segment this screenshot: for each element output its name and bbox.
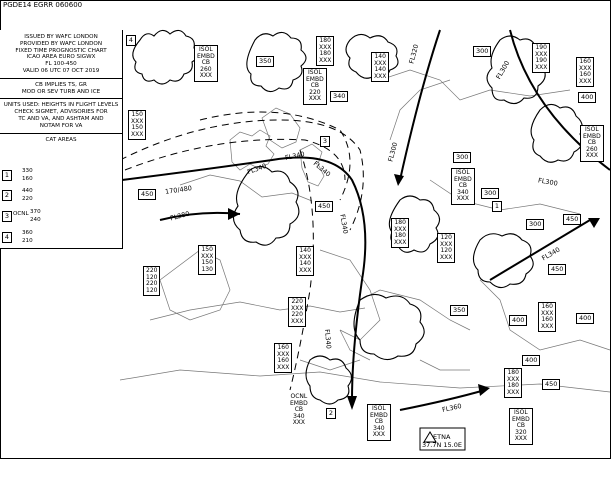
label-line: 220 (146, 280, 158, 288)
jet-level-label: FL320 (407, 43, 421, 65)
label-line: CB (458, 182, 468, 190)
cat-area-top: 370 (30, 209, 41, 215)
label-line: XXX (292, 419, 306, 427)
label-line: 140 (299, 260, 311, 268)
legend-line: ICAO AREA EURO SIGWX (26, 54, 96, 61)
legend-panel (0, 30, 123, 249)
label-line: XXX (319, 43, 332, 51)
cb-area-label (303, 68, 327, 105)
label-line: ISOL (199, 46, 213, 53)
jet-level-label: FL340 (246, 161, 268, 177)
jet-level-label: FL280 (169, 209, 191, 223)
label-line: 160 (579, 58, 591, 65)
label-line: 340 (457, 188, 469, 196)
label-line: 190 (535, 44, 547, 51)
turbulence-box (504, 368, 522, 398)
jet-level-label: FL340 (338, 213, 350, 235)
legend-line: PROVIDED BY WAFC LONDON (19, 40, 103, 47)
label-line: XXX (579, 77, 592, 85)
label-line: CB (294, 406, 304, 414)
turbulence-box (391, 218, 409, 248)
label-line: 340 (373, 424, 385, 432)
label-line: 150 (131, 124, 143, 132)
legend-note: CHECK SIGMET, ADVISORIES FOR (14, 109, 108, 116)
turbulence-box (538, 302, 556, 332)
cb-area-label (451, 168, 475, 205)
legend-line: ISSUED BY WAFC LONDON (24, 34, 98, 40)
cat-area-bottom: 220 (22, 196, 33, 202)
label-line: EMBD (306, 75, 324, 83)
label-line: 150 (201, 259, 213, 267)
tropopause-height: 350 (256, 56, 274, 67)
turbulence-box (437, 233, 455, 263)
label-line: 180 (319, 37, 331, 44)
jet-level-label: FL340 (323, 328, 333, 350)
label-line: 160 (277, 357, 289, 365)
cat-area-mark: OCNL (13, 211, 29, 217)
label-line: XXX (541, 322, 554, 330)
label-line: XXX (440, 240, 453, 248)
cat-areas-title: CAT AREAS (45, 136, 77, 143)
tropopause-height: 350 (450, 305, 468, 316)
label-line: XXX (394, 225, 407, 233)
turbulence-box (532, 43, 550, 73)
label-line: 120 (440, 234, 452, 241)
label-line: XXX (277, 350, 290, 358)
tropopause-height: 300 (526, 219, 544, 230)
cb-area-label (367, 404, 391, 441)
jet-level-label: FL340 (540, 245, 562, 263)
label-line: XXX (585, 152, 599, 160)
cb-area-label (194, 45, 218, 82)
cat-area-4 (2, 230, 33, 244)
label-line: ISOL (514, 409, 528, 416)
cb-area-label (580, 125, 604, 162)
label-line: 320 (515, 428, 527, 436)
tropopause-height: 400 (578, 92, 596, 103)
label-line: XXX (291, 317, 304, 325)
label-line: XXX (514, 435, 528, 443)
label-line: XXX (374, 59, 387, 67)
tropopause-height: 400 (576, 313, 594, 324)
legend-note: CB IMPLIES TS, GR (35, 81, 87, 88)
label-line: CB (587, 139, 597, 147)
label-line: 260 (200, 65, 212, 73)
label-line: XXX (535, 63, 548, 71)
label-line: ISOL (456, 169, 470, 176)
label-line: 190 (535, 57, 547, 65)
label-line: 340 (293, 412, 305, 420)
turbulence-box (288, 297, 306, 327)
label-line: ISOL (308, 69, 322, 76)
cat-area-top: 440 (22, 188, 33, 194)
label-line: 150 (131, 111, 143, 118)
legend-note: UNITS USED: HEIGHTS IN FLIGHT LEVELS (3, 102, 119, 109)
label-line: XXX (199, 72, 213, 80)
label-line: 160 (541, 303, 553, 310)
jet-level-label: 170/480 (164, 184, 193, 196)
label-line: XXX (456, 195, 470, 203)
turbulence-box (143, 266, 160, 296)
label-line: 140 (374, 53, 386, 60)
legend-note: MOD OR SEV TURB AND ICE (21, 88, 101, 95)
label-line: 160 (579, 71, 591, 79)
turbulence-box (576, 57, 594, 87)
turbulence-box (128, 110, 146, 140)
label-line: EMBD (370, 411, 388, 419)
label-line: 180 (319, 50, 331, 58)
label-line: ISOL (585, 126, 599, 133)
label-line: 160 (541, 316, 553, 324)
label-line: 150 (201, 246, 213, 253)
volcano-position: 37.7N 15.0E (422, 441, 462, 449)
label-line: XXX (440, 253, 453, 261)
label-line: XXX (299, 253, 312, 261)
label-line: 140 (299, 247, 311, 254)
volcano-name: ETNA (433, 433, 451, 441)
jet-level-label: FL300 (537, 176, 559, 188)
chart-code: PGDE14 EGRR 060600 (3, 1, 83, 9)
label-line: CB (516, 422, 526, 430)
turbulence-box (296, 246, 314, 276)
cat-area-top: 330 (22, 168, 33, 174)
cat-area-3 (2, 209, 41, 223)
cat-area-2 (2, 188, 33, 202)
cat-area-bottom: 210 (22, 238, 33, 244)
tropopause-height: 400 (509, 315, 527, 326)
label-line: 220 (146, 267, 158, 274)
tropopause-height: 400 (522, 355, 540, 366)
turbulence-box (316, 36, 334, 66)
label-line: XXX (541, 309, 554, 317)
label-line: XXX (299, 266, 312, 274)
label-line: 180 (507, 382, 519, 390)
label-line: EMBD (290, 399, 308, 407)
label-line: EMBD (583, 132, 601, 140)
label-line: 140 (374, 66, 386, 74)
label-line: XXX (535, 50, 548, 58)
cat-area-1 (2, 168, 33, 182)
legend-line: FL 100-450 (45, 61, 77, 68)
label-line: EMBD (512, 415, 530, 423)
label-line: 220 (291, 311, 303, 319)
cat-marker: 3 (320, 136, 330, 147)
label-line: XXX (131, 130, 144, 138)
jet-level-label: FL360 (441, 402, 463, 414)
label-line: XXX (201, 252, 214, 260)
tropopause-height: 450 (542, 379, 560, 390)
label-line: XXX (374, 72, 387, 80)
label-line: EMBD (454, 175, 472, 183)
label-line: 220 (309, 88, 321, 96)
label-line: CB (201, 59, 211, 67)
label-line: CB (310, 82, 320, 90)
label-line: XXX (319, 56, 332, 64)
cat-area-bottom: 160 (22, 176, 33, 182)
cat-marker: 4 (126, 35, 136, 46)
label-line: 120 (146, 273, 158, 281)
label-line: XXX (372, 431, 386, 439)
jet-level-label: FL340 (311, 159, 333, 179)
label-line: CB (374, 418, 384, 426)
cat-marker: 1 (492, 201, 502, 212)
label-line: XXX (507, 375, 520, 383)
cat-area-bottom: 240 (30, 217, 41, 223)
label-line: XXX (507, 388, 520, 396)
cb-area-label (509, 408, 533, 445)
label-line: XXX (131, 117, 144, 125)
tropopause-height: 450 (138, 189, 156, 200)
tropopause-height: 450 (315, 201, 333, 212)
turbulence-box (371, 52, 389, 82)
cat-marker: 2 (326, 408, 336, 419)
label-line: XXX (291, 304, 304, 312)
tropopause-height: 300 (481, 188, 499, 199)
turbulence-box (198, 245, 216, 275)
turbulence-box (274, 343, 292, 373)
legend-line: FIXED TIME PROGNOSTIC CHART (15, 47, 107, 54)
cat-area-number: 4 (2, 232, 12, 243)
label-line: 120 (440, 247, 452, 255)
cb-area-label (288, 393, 310, 428)
cat-area-top: 360 (22, 230, 33, 236)
label-line: 180 (394, 232, 406, 240)
tropopause-height: 450 (563, 214, 581, 225)
tropopause-height: 450 (548, 264, 566, 275)
jet-level-label: FL300 (386, 141, 400, 163)
label-line: OCNL (290, 393, 308, 400)
cat-area-number: 1 (2, 170, 12, 181)
label-line: 260 (586, 145, 598, 153)
cat-area-number: 3 (2, 211, 12, 222)
label-line: XXX (308, 95, 322, 103)
label-line: XXX (394, 238, 407, 246)
cloud-areas (133, 30, 582, 404)
label-line: 180 (507, 369, 519, 376)
cat-area-number: 2 (2, 190, 12, 201)
label-line: ISOL (372, 405, 386, 412)
label-line: XXX (277, 363, 290, 371)
label-line: 220 (291, 298, 303, 305)
legend-line: VALID 06 UTC 07 OCT 2019 (22, 67, 100, 74)
legend-note: NOTAM FOR VA (39, 122, 83, 129)
label-line: XXX (579, 64, 592, 72)
label-line: 130 (201, 265, 213, 273)
label-line: EMBD (197, 52, 215, 60)
label-line: 120 (146, 286, 158, 294)
jet-level-label: FL300 (494, 59, 512, 81)
tropopause-height: 300 (473, 46, 491, 57)
tropopause-height: 340 (330, 91, 348, 102)
legend-note: TC AND VA, AND ASHTAM AND (18, 115, 104, 122)
tropopause-height: 300 (453, 152, 471, 163)
label-line: 180 (394, 219, 406, 226)
jet-level-label: FL340 (284, 150, 306, 162)
label-line: 160 (277, 344, 289, 351)
